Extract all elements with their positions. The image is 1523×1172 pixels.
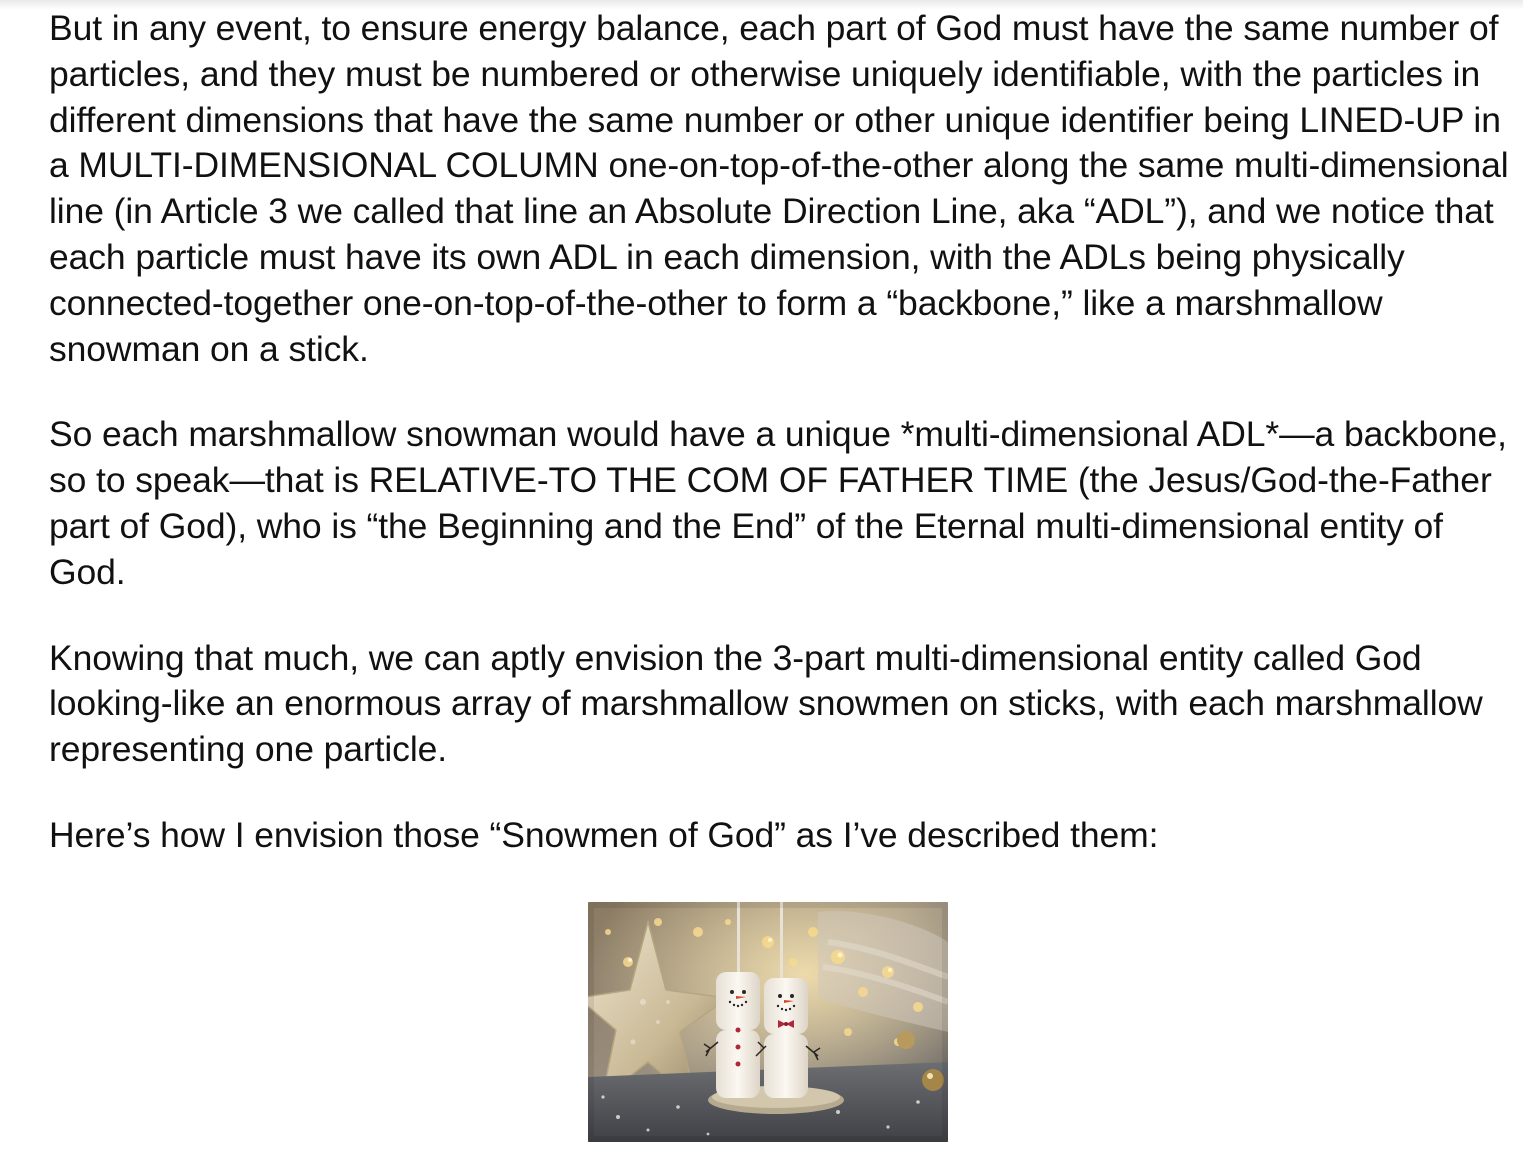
article-body [49, 6, 1509, 859]
snowmen-photo-illustration [588, 902, 948, 1142]
snowmen-photo[interactable] [588, 902, 948, 1142]
paragraph-multidimensional-adl: So each marshmallow snowman would have a unique *multi-dimensional ADL*—a backbone, so to speak—that is RELATIVE-TO THE COM OF FATHER TIME (the Jesus/God-the-Father part of God), who is “the Beginning and the End” of the Eternal multi-dimensional entity of God. [49, 414, 1507, 592]
paragraph-image-intro: Here’s how I envision those “Snowmen of God” as I’ve described them: [49, 814, 1159, 855]
paragraph-snowmen-array: Knowing that much, we can aptly envision the 3-part multi-dimensional entity called God looking-like an enormous array of marshmallow snowmen on sticks, with each marshmallow representing one particle. [49, 637, 1483, 770]
paragraph-energy-balance: But in any event, to ensure energy balance, each part of God must have the same number of particles, and they must be numbered or otherwise uniquely identifiable, with the particles in different dimensions that have the same number or other unique identifier being LINED-UP in a MULTI-DIMENSIONAL COLUMN one-on-top-of-the-other along the same multi-dimensional line (in Article 3 we called that line an Absolute Direction Line, aka “ADL”), and we notice that each particle must have its own ADL in each dimension, with the ADLs being physically connected-together one-on-top-of-the-other to form a “backbone,” like a marshmallow snowman on a stick. [49, 8, 1509, 369]
